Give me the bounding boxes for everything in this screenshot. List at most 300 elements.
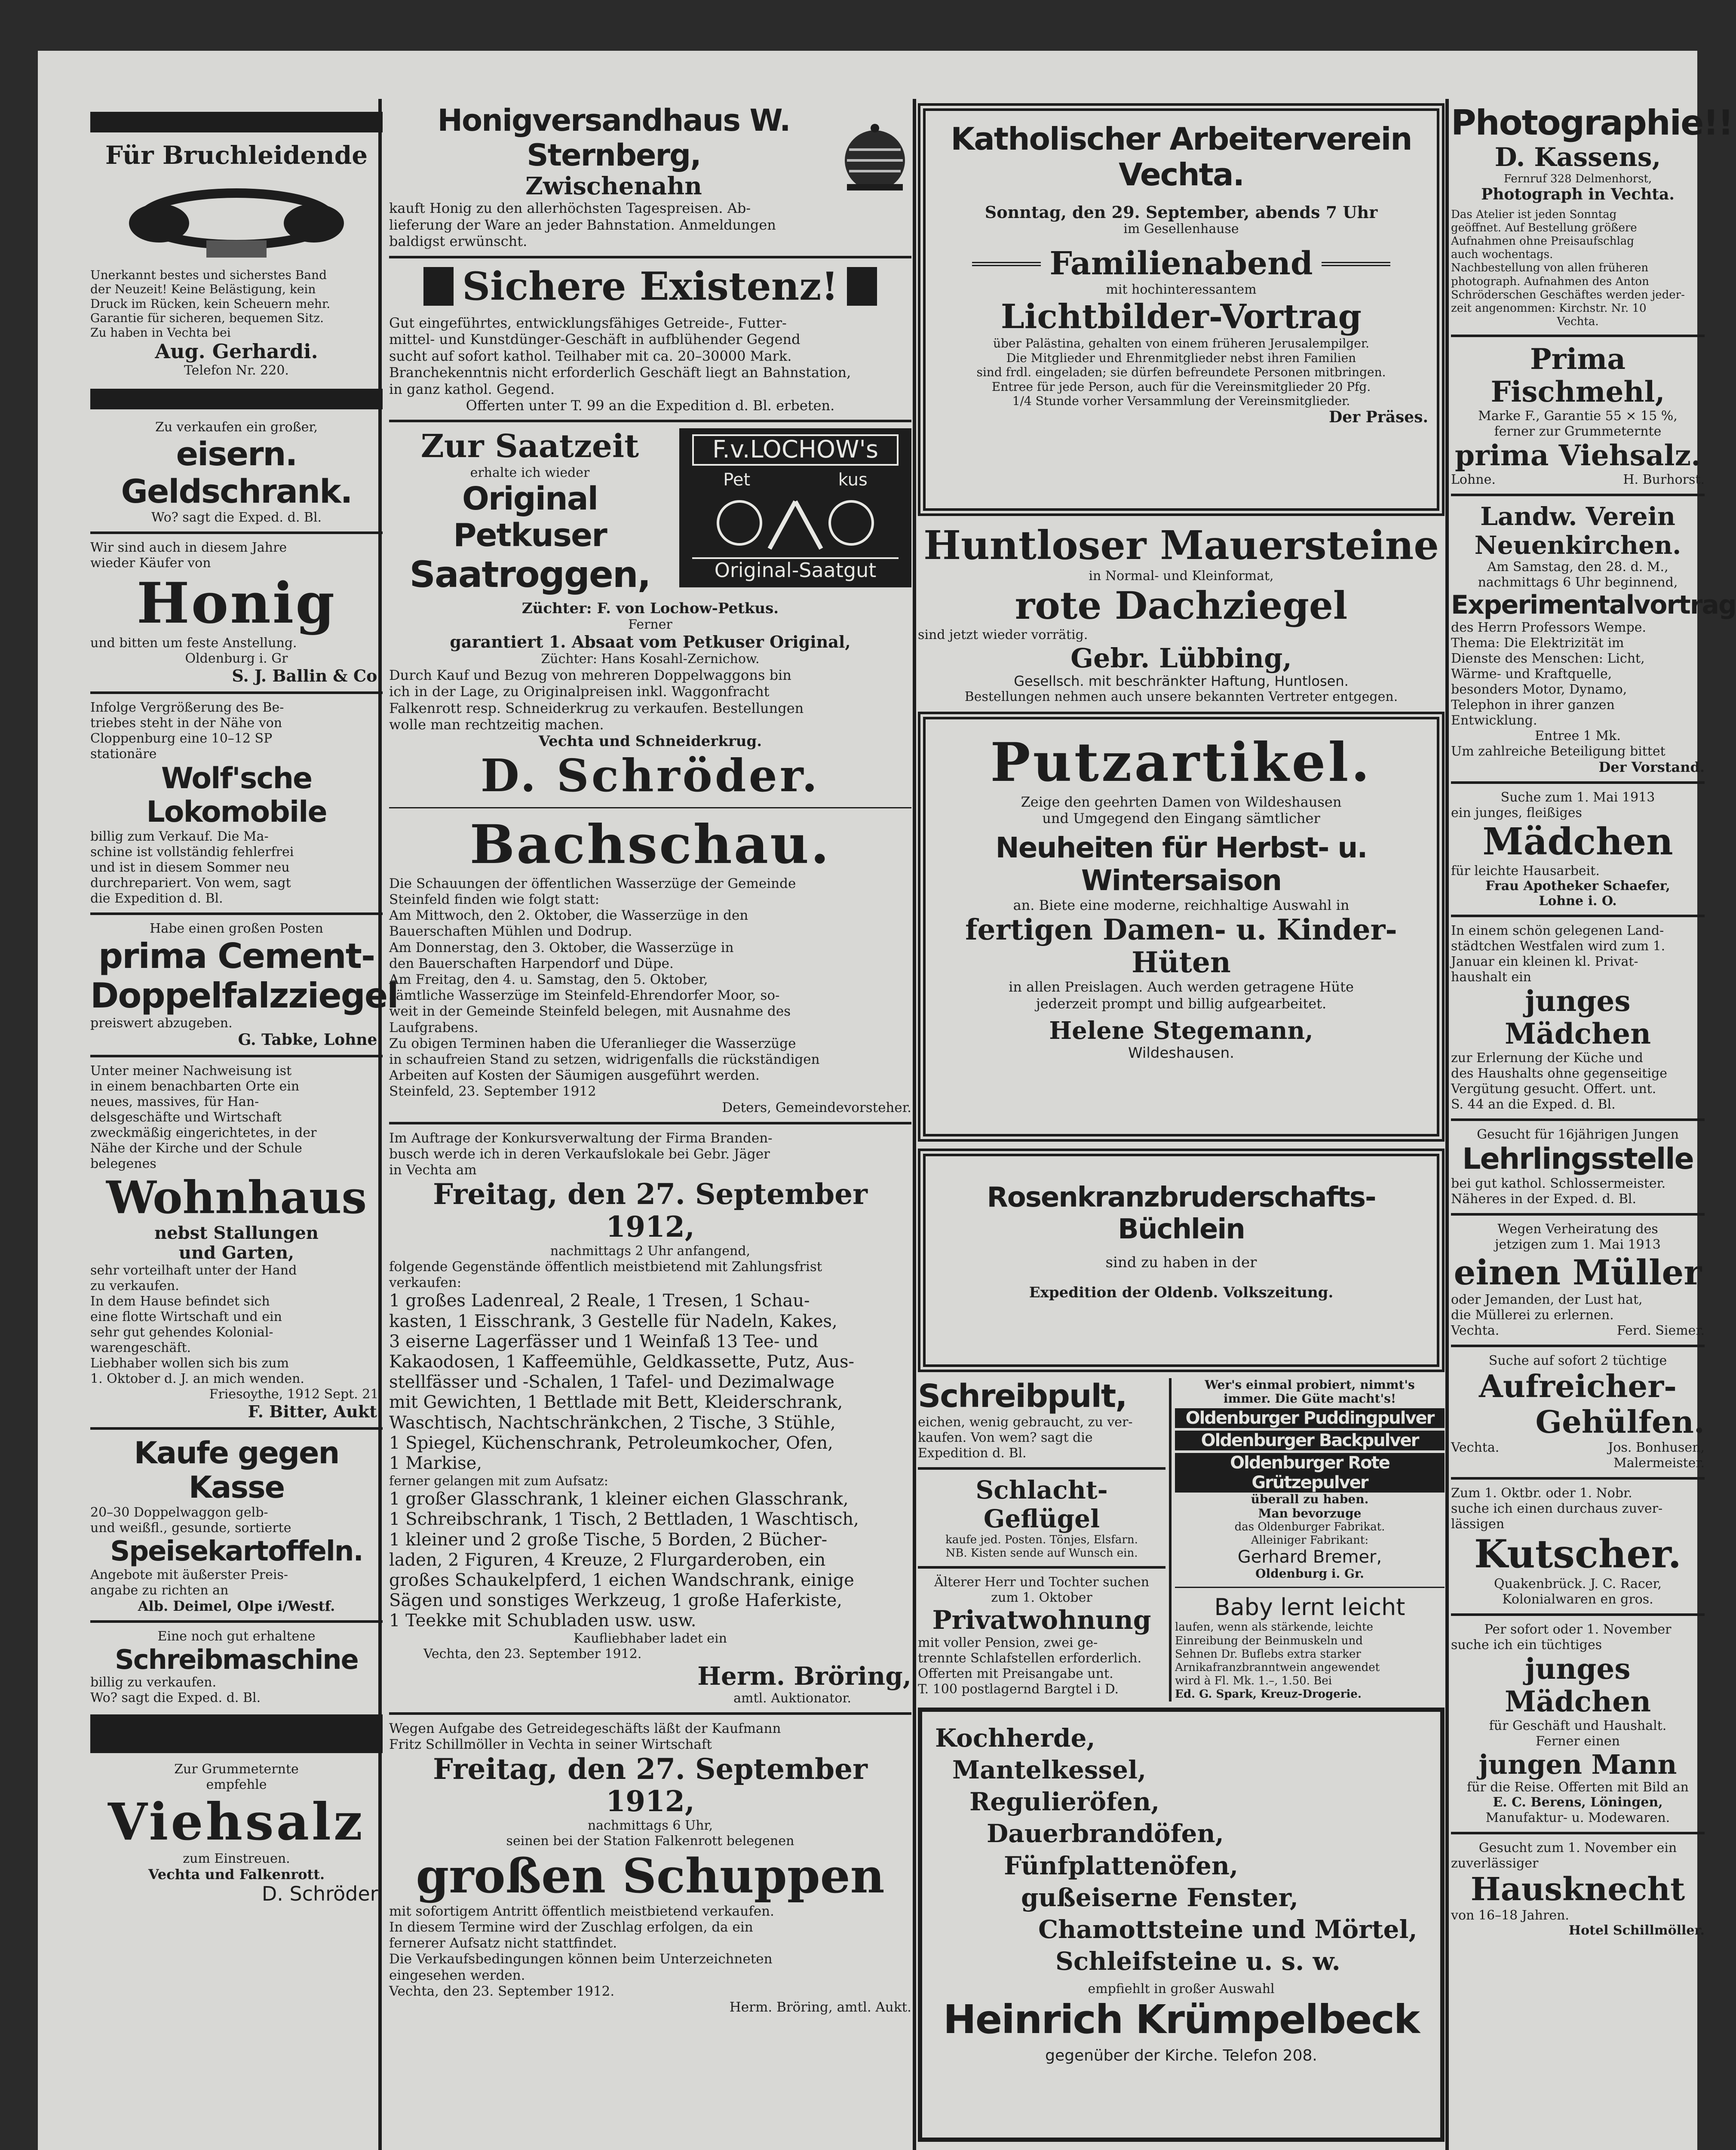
divider <box>1451 1832 1705 1834</box>
text-line: das Oldenburger Fabrikat. <box>1234 1520 1385 1533</box>
text-line: Habe einen großen Posten <box>150 921 323 936</box>
text-line: Malermeister. <box>1613 1455 1705 1471</box>
text-line: in Vechta am <box>389 1162 477 1178</box>
text-line: Zu verkaufen ein großer, <box>155 419 318 435</box>
text-line: Um zahlreiche Beteiligung bittet <box>1451 744 1665 759</box>
text-line: und bitten um feste Anstellung. <box>90 635 297 651</box>
ad-title: fertigen Damen- u. Kinder-Hüten <box>965 912 1397 979</box>
text-line: delsgeschäfte und Wirtschaft <box>90 1110 282 1125</box>
text-line: Arbeiten auf Kosten der Säumigen ausgeführt werden. <box>389 1068 760 1084</box>
text-line: Zeige den geehrten Damen von Wildeshausen <box>1021 793 1342 810</box>
product-name: Oldenburger Puddingpulver <box>1175 1408 1445 1428</box>
text-line: Liebhaber wollen sich bis zum <box>90 1355 289 1371</box>
text-line: Älterer Herr und Tochter suchen <box>934 1574 1150 1590</box>
ad-title: Prima Fischmehl, <box>1491 342 1665 409</box>
advertiser-name: D. Kassens, <box>1494 142 1661 172</box>
text-line: busch werde ich in deren Verkaufslokale bei Gebr. Jäger <box>389 1146 770 1162</box>
text-line: mit Gewichten, 1 Bettlade mit Bett, Kleiderschrank, <box>389 1392 843 1413</box>
ad-landw-verein <box>1451 501 1736 776</box>
text-line: für leichte Hausarbeit. <box>1451 863 1600 878</box>
text-line: Vechta, den 23. September 1912. <box>423 1646 642 1662</box>
text-line: überall zu haben. <box>1251 1492 1369 1507</box>
text-line: Offerten mit Preisangabe unt. <box>918 1666 1113 1681</box>
text-line: Suche zum 1. Mai 1913 <box>1500 790 1655 805</box>
divider <box>918 1467 1166 1470</box>
text-line: Laufgrabens. <box>389 1020 478 1035</box>
text-line: ein junges, fleißiges <box>1451 805 1582 821</box>
text-line: sehr vorteilhaft unter der Hand <box>90 1262 297 1278</box>
text-line: Cloppenburg eine 10–12 SP <box>90 731 273 746</box>
text-line: laden, 2 Figuren, 4 Kreuze, 2 Flurgarderoben, ein <box>389 1550 826 1570</box>
product-name: Mantelkessel, <box>952 1755 1147 1784</box>
text-line: eingesehen werden. <box>389 1967 525 1983</box>
text-line: empfehle <box>206 1777 267 1793</box>
text-line: zeit angenommen: Kirchstr. Nr. 10 <box>1451 301 1647 315</box>
ad-title: Baby lernt leicht <box>1214 1594 1405 1621</box>
advertiser-name: Hotel Schillmöller. <box>1568 1923 1705 1938</box>
ad-title: Bachschau. <box>469 814 831 876</box>
text-line: Man bevorzuge <box>1258 1506 1362 1520</box>
ad-title: junges Mädchen <box>1504 984 1651 1050</box>
text-line: Am Samstag, den 28. d. M., <box>1487 559 1669 575</box>
text-line: Sägen und sonstiges Werkzeug, 1 große Haferkiste, <box>389 1591 842 1611</box>
text-line: 1 großes Ladenreal, 2 Reale, 1 Tresen, 1 Schau- <box>389 1291 810 1311</box>
text-line: Marke F., Garantie 55 × 15 %, <box>1478 408 1678 424</box>
text-line: geöffnet. Auf Bestellung größere <box>1451 221 1637 234</box>
ad-photographie <box>1451 103 1733 329</box>
text-line: mit voller Pension, zwei ge- <box>918 1635 1098 1650</box>
divider <box>1451 335 1705 337</box>
text-line: an. Biete eine moderne, reichhaltige Auswahl in <box>1013 897 1350 914</box>
text-line: Vechta und Falkenrott. <box>148 1866 325 1883</box>
text-line: Wegen Aufgabe des Getreidegeschäfts läßt der Kaufmann <box>389 1721 781 1737</box>
text-line: Sonntag, den 29. September, abends 7 Uhr <box>985 202 1378 222</box>
ad-title: großen Schuppen <box>416 1848 885 1904</box>
ad-lehrlingsstelle <box>1451 1127 1705 1207</box>
text-line: Thema: Die Elektrizität im <box>1451 636 1624 651</box>
text-line: Näheres in der Exped. d. Bl. <box>1451 1191 1637 1207</box>
text-line: Steinfeld finden wie folgt statt: <box>389 892 600 908</box>
column-rule <box>913 99 916 2150</box>
product-name: Regulieröfen, <box>969 1787 1160 1817</box>
column-2 <box>389 103 911 2150</box>
ad-title: Huntloser Mauersteine <box>923 522 1439 568</box>
divider <box>1451 781 1705 784</box>
ad-title: Wohnhaus <box>106 1171 367 1224</box>
ad-schreibmaschine <box>90 1629 383 1706</box>
text-line: eichen, wenig gebraucht, zu ver- <box>918 1415 1133 1430</box>
divider <box>90 912 383 915</box>
text-line: In einem schön gelegenen Land- <box>1451 923 1664 938</box>
divider <box>1451 1118 1705 1121</box>
black-rule <box>90 1714 383 1753</box>
text-line: gegenüber der Kirche. Telefon 208. <box>1045 2047 1317 2065</box>
ad-kochherde <box>918 1708 1445 2142</box>
text-line: immer. Die Güte macht's! <box>1223 1391 1396 1406</box>
text-line: weit in der Gemeinde Steinfeld belegen, mit Ausnahme des <box>389 1004 791 1020</box>
text-line: Wo? sagt die Exped. d. Bl. <box>90 1690 261 1706</box>
advertiser-name: Aug. Gerhardi. <box>155 339 318 363</box>
text-line: sucht auf sofort kathol. Teilhaber mit ca. 20–30000 Mark. <box>389 347 792 364</box>
column-rule <box>1445 99 1449 2150</box>
ad-title: Kutscher. <box>1474 1531 1681 1577</box>
text-line: wolle man rechtzeitig machen. <box>389 716 604 733</box>
divider <box>90 1427 383 1430</box>
ad-schuppen <box>389 1721 911 2015</box>
product-name: Chamottsteine und Mörtel, <box>1038 1915 1417 1944</box>
text-line: Sehnen Dr. Buflebs extra starker <box>1175 1647 1361 1661</box>
divider <box>389 1122 911 1124</box>
text-line: Eine noch gut erhaltene <box>157 1628 316 1644</box>
text-line: Bauerschaften Mühlen und Dodrup. <box>389 924 632 940</box>
text-line: Wegen Verheiratung des <box>1497 1221 1658 1237</box>
text-line: Entree 1 Mk. <box>1535 728 1621 744</box>
text-line: Aufnahmen ohne Preisaufschlag <box>1451 234 1634 248</box>
ad-title: Schreibmaschine <box>115 1643 358 1675</box>
text-line: Januar ein kleinen kl. Privat- <box>1451 954 1638 969</box>
text-line: stationäre <box>90 746 157 762</box>
advertiser-name: S. J. Ballin & Co. <box>232 666 383 685</box>
black-rule <box>90 112 383 132</box>
text-line: sehr gut gehendes Kolonial- <box>90 1324 273 1340</box>
text-line: 1/4 Stunde vorher Versammlung der Vereinsmitglieder. <box>1012 394 1350 408</box>
text-line: durchrepariert. Von wem, sagt <box>90 875 291 891</box>
advertiser-name: F. Bitter, Aukt. <box>248 1401 383 1421</box>
black-rule <box>90 389 383 409</box>
ad-title: Doppelfalzziegel <box>90 975 398 1016</box>
ad-title: junges Mädchen <box>1504 1652 1651 1718</box>
text-line: ferner zur Grummeternte <box>1494 424 1662 439</box>
divider <box>1451 1213 1705 1216</box>
text-line: Am Freitag, den 4. u. Samstag, den 5. Oktober, <box>389 972 708 988</box>
advertiser-name: Herm. Bröring, <box>697 1662 911 1691</box>
ad-lokomobile <box>90 700 383 906</box>
ad-sichere-existenz <box>389 264 911 414</box>
advertiser-name: Gebr. Lübbing, <box>1070 642 1292 674</box>
ad-title: Schlacht-Geflügel <box>975 1475 1108 1533</box>
text-line: 1 kleiner und 2 große Tische, 5 Borden, 2 Bücher- <box>389 1530 828 1550</box>
text-line: Infolge Vergrößerung des Be- <box>90 700 284 715</box>
text-line: kauft Honig zu den allerhöchsten Tagespreisen. Ab- <box>389 200 751 217</box>
black-square <box>847 267 877 306</box>
divider <box>1175 1587 1445 1588</box>
text-line: Einreibung der Beinmuskeln und <box>1175 1634 1363 1647</box>
text-line: Falkenrott resp. Schneiderkrug zu verkaufen. Bestellungen <box>389 700 804 716</box>
ad-title: Photographie!! <box>1451 103 1733 143</box>
text-line: oder Jemanden, der Lust hat, <box>1451 1292 1643 1307</box>
text-line: Arnikafranzbranntwein angewendet <box>1175 1661 1380 1674</box>
text-line: Die Mitglieder und Ehrenmitglieder nebst ihren Familien <box>1006 350 1356 365</box>
text-line: über Palästina, gehalten von einem früheren Jerusalempilger. <box>993 336 1370 351</box>
text-line: zur Erlernung der Küche und <box>1451 1050 1643 1066</box>
text-line: die Müllerei zu erlernen. <box>1451 1307 1614 1323</box>
text-line: Per sofort oder 1. November <box>1484 1622 1672 1637</box>
text-line: Vechta, den 23. September 1912. <box>389 1983 615 1999</box>
ad-title: Sichere Existenz! <box>462 263 838 309</box>
text-line: 1 Teekke mit Schubladen usw. usw. <box>389 1611 696 1631</box>
text-line: Quakenbrück. J. C. Racer, <box>1494 1576 1662 1592</box>
advertiser-name: Gerhard Bremer, <box>1237 1547 1382 1567</box>
text-line: sind jetzt wieder vorrätig. <box>918 627 1088 642</box>
text-line: Wärme- und Kraftquelle, <box>1451 666 1612 682</box>
text-line: für die Reise. Offerten mit Bild an <box>1466 1780 1689 1795</box>
ad-maedchen-lohne <box>1451 790 1705 909</box>
text-line: eine flotte Wirtschaft und ein <box>90 1309 282 1324</box>
black-square <box>423 267 454 306</box>
text-line: Wo? sagt die Exped. d. Bl. <box>151 510 322 525</box>
ad-title: Experimentalvortrag <box>1451 590 1736 620</box>
text-line: Gesucht für 16jährigen Jungen <box>1477 1127 1679 1142</box>
divider <box>1451 1345 1705 1347</box>
ad-title: Neuheiten für Herbst- u. Wintersaison <box>995 831 1367 897</box>
text-line: Durch Kauf und Bezug von mehreren Doppelwaggons bin <box>389 667 791 684</box>
divider <box>389 256 911 258</box>
text-line: Steinfeld, 23. September 1912 <box>389 1084 596 1100</box>
text-line: sind zu haben in der <box>1105 1254 1257 1272</box>
divider <box>90 531 383 534</box>
rule <box>972 262 1041 266</box>
divider <box>90 1620 383 1623</box>
ad-title: Wolf'sche Lokomobile <box>146 761 327 829</box>
ad-title: einen Müller <box>1454 1252 1702 1293</box>
text-line: Fritz Schillmöller in Vechta in seiner Wirtschaft <box>389 1737 712 1753</box>
text-line: sämtliche Wasserzüge im Steinfeld-Ehrendorfer Moor, so- <box>389 988 780 1004</box>
text-line: mit sofortigem Antritt öffentlich meistbietend verkaufen. <box>389 1903 774 1919</box>
small-ads-left <box>918 1378 1172 1702</box>
ad-title: Für Bruchleidende <box>105 141 368 170</box>
ad-title: eisern. Geldschrank. <box>121 434 352 510</box>
advertiser-name: Helene Stegemann, <box>1049 1017 1313 1045</box>
advertiser-name: D. Schröder. <box>480 749 820 802</box>
product-name: Kochherde, <box>935 1723 1095 1753</box>
advertiser-name: Ferd. Siemer. <box>1616 1323 1705 1338</box>
text-line: in Normal- und Kleinformat, <box>1089 568 1274 584</box>
text-line: in einem benachbarten Orte ein <box>90 1079 300 1094</box>
text-line: Suche auf sofort 2 tüchtige <box>1488 1353 1667 1368</box>
ad-title: Katholischer Arbeiterverein Vechta. <box>951 121 1412 193</box>
divider <box>918 1566 1166 1569</box>
text-line: Photograph in Vechta. <box>1481 185 1675 204</box>
text-line: billig zum Verkauf. Die Ma- <box>90 829 269 844</box>
divider <box>389 1712 911 1715</box>
advertiser-name: H. Burhorst. <box>1623 472 1705 487</box>
text-line: Wir sind auch in diesem Jahre <box>90 540 287 556</box>
text-line: Bestellungen nehmen auch unsere bekannten Vertreter entgegen. <box>964 689 1398 705</box>
divider <box>389 807 911 808</box>
text-line: und weißfl., gesunde, sortierte <box>90 1520 291 1536</box>
text-line: der Neuzeit! Keine Belästigung, kein <box>90 282 316 297</box>
text-line: jetzigen zum 1. Mai 1913 <box>1495 1237 1661 1252</box>
text-line: 1 großer Glasschrank, 1 kleiner eichen Glasschrank, <box>389 1489 849 1509</box>
logo-text: Original-Saatgut <box>692 557 899 582</box>
seed-emblem-icon <box>679 493 911 553</box>
ad-puddingpulver <box>1175 1378 1445 1581</box>
ad-maedchen-loeningen <box>1451 1622 1705 1826</box>
text-line: trennte Schlafstellen erforderlich. <box>918 1650 1142 1666</box>
text-line: für Geschäft und Haushalt. <box>1489 1718 1667 1733</box>
divider <box>1451 915 1705 917</box>
text-line: lässigen <box>1451 1516 1505 1532</box>
ad-title: Mädchen <box>1482 820 1673 864</box>
logo-text: F.v.LOCHOW's <box>692 434 899 465</box>
ad-konkurs-auktion <box>389 1130 911 1706</box>
text-line: kaufen. Von wem? sagt die <box>918 1430 1093 1446</box>
ad-mueller <box>1451 1222 1705 1339</box>
ad-title: Putzartikel. <box>990 731 1372 794</box>
phone-number: Telefon Nr. 220. <box>184 362 289 378</box>
ad-title: Viehsalz <box>108 1792 365 1852</box>
column-3 <box>918 103 1445 2150</box>
ad-rosenkranz <box>918 1149 1445 1372</box>
text-line: und ist in diesem Sommer neu <box>90 860 290 875</box>
ad-schlachtgefluegel <box>918 1476 1166 1560</box>
beehive-icon <box>838 111 911 193</box>
ad-subtitle: Zwischenahn <box>525 172 702 200</box>
product-name: Oldenburger Rote Grützepulver <box>1175 1453 1445 1493</box>
text-line: Züchter: Hans Kosahl-Zernichow. <box>541 651 760 667</box>
text-line: Ferner <box>628 617 672 633</box>
text-line: und Umgegend den Eingang sämtlicher <box>1042 810 1320 827</box>
text-line: die Expedition d. Bl. <box>90 891 223 906</box>
text-line: Offerten unter T. 99 an die Expedition d. Bl. erbeten. <box>466 397 835 414</box>
divider <box>1451 1477 1705 1480</box>
text-line: 1 Schreibschrank, 1 Tisch, 2 Bettladen, 1 Waschtisch, <box>389 1509 859 1530</box>
text-line: nebst Stallungen <box>154 1222 319 1243</box>
ad-title: Honig <box>136 570 337 636</box>
text-line: baldigst erwünscht. <box>389 233 528 250</box>
text-line: T. 100 postlagernd Bargtel i D. <box>918 1681 1119 1697</box>
text-line: Telephon in ihrer ganzen <box>1451 697 1615 713</box>
ad-wohnhaus <box>90 1063 383 1421</box>
small-ads-row <box>918 1378 1445 1702</box>
text-line: Vechta. <box>1451 1323 1500 1338</box>
text-line: Ferner einen <box>1536 1733 1620 1749</box>
text-line: von 16–18 Jahren. <box>1451 1907 1569 1923</box>
ad-privatwohnung <box>918 1575 1166 1697</box>
text-line: stellfässer und -Schalen, 1 Tafel- und Dezimalwage <box>389 1372 834 1392</box>
text-line: mit hochinteressantem <box>1106 282 1257 298</box>
ad-honigversand <box>389 103 911 250</box>
text-line: Branchekenntnis nicht erforderlich Geschäft liegt an Bahnstation, <box>389 364 851 381</box>
ad-arbeiterverein <box>918 103 1445 516</box>
text-line: Angebote mit äußerster Preis- <box>90 1567 288 1583</box>
ad-title: Saatroggen, <box>409 553 650 596</box>
text-line: nachmittags 2 Uhr anfangend, <box>550 1244 751 1259</box>
text-line: Die Verkaufsbedingungen können beim Unterzeichneten <box>389 1951 773 1967</box>
product-name: gußeiserne Fenster, <box>1021 1883 1299 1912</box>
text-line: S. 44 an die Exped. d. Bl. <box>1451 1096 1616 1112</box>
text-line: Friesoythe, 1912 Sept. 21. <box>209 1386 383 1402</box>
text-line: seinen bei der Station Falkenrott belegenen <box>506 1834 794 1849</box>
ad-title: Kaufe gegen Kasse <box>134 1435 339 1505</box>
ad-title: Privatwohnung <box>932 1605 1151 1635</box>
ad-hausknecht <box>1451 1840 1705 1938</box>
text-line: suche ich einen durchaus zuver- <box>1451 1501 1663 1516</box>
text-line: Oldenburg i. Gr. <box>1255 1566 1364 1581</box>
text-line: kaufe jed. Posten. Tönjes, Elsfarn. <box>945 1533 1138 1546</box>
product-name: Fünfplattenöfen, <box>1004 1851 1239 1880</box>
small-ads-right <box>1175 1378 1445 1702</box>
divider <box>90 1055 383 1057</box>
text-line: jederzeit prompt und billig aufgearbeitet. <box>1036 995 1327 1012</box>
text-line: 3 eiserne Lagerfässer und 1 Weinfaß 13 Tee- und <box>389 1331 819 1351</box>
text-line: Vechta. <box>1557 315 1599 329</box>
text-line: Entree für jede Person, auch für die Vereinsmitglieder 20 Pfg. <box>991 379 1371 394</box>
ad-title: Neuenkirchen. <box>1474 530 1681 560</box>
text-line: Das Atelier ist jeden Sonntag <box>1451 208 1617 221</box>
text-line: den Bauerschaften Harpendorf und Düpe. <box>389 955 674 971</box>
product-name: Schleifsteine u. s. w. <box>1055 1947 1340 1976</box>
text-line: garantiert 1. Absaat vom Petkuser Original, <box>450 632 851 652</box>
text-line: Gesucht zum 1. November ein <box>1478 1840 1677 1855</box>
ad-fischmehl <box>1451 343 1705 488</box>
lochow-logo <box>679 428 911 587</box>
ad-putzartikel <box>918 712 1445 1142</box>
text-line: des Herrn Professors Wempe. <box>1451 620 1646 636</box>
text-line: Expedition der Oldenb. Volkszeitung. <box>1029 1284 1334 1302</box>
text-line: im Gesellenhause <box>1123 221 1239 237</box>
ad-title: Gehülfen. <box>1535 1403 1705 1440</box>
logo-text: Pet <box>723 470 751 490</box>
text-line: nachmittags 6 Uhr, <box>587 1818 713 1834</box>
text-line: E. C. Berens, Löningen, <box>1493 1795 1663 1810</box>
text-line: nachmittags 6 Uhr beginnend, <box>1478 575 1678 590</box>
advertiser-name: D. Schröder. <box>261 1882 383 1905</box>
ad-maedchen-westfalen <box>1451 923 1705 1112</box>
text-line: Nachbestellung von allen früheren <box>1451 261 1649 275</box>
logo-text: kus <box>838 470 868 490</box>
text-line: Unter meiner Nachweisung ist <box>90 1063 292 1079</box>
auction-date: Freitag, den 27. September 1912, <box>433 1752 868 1818</box>
text-line: Vechta und Schneiderkrug. <box>538 732 762 750</box>
ad-title: Schreibpult, <box>918 1378 1127 1415</box>
ad-honig-ballin <box>90 540 383 685</box>
text-line: Oldenburg i. Gr <box>185 651 288 666</box>
truss-illustration <box>120 176 353 262</box>
text-line: Zum 1. Oktbr. oder 1. Nobr. <box>1451 1485 1632 1501</box>
ad-kutscher <box>1451 1486 1705 1608</box>
text-line: Zu obigen Terminen haben die Uferanlieger die Wasserzüge <box>389 1035 796 1051</box>
auction-date: Freitag, den 27. September 1912, <box>433 1177 868 1244</box>
text-line: zum Einstreuen. <box>183 1851 290 1866</box>
text-line: Garantie für sicheren, bequemen Sitz. <box>90 311 324 326</box>
text-line: Züchter: F. von Lochow-Petkus. <box>521 600 779 617</box>
text-line: Wer's einmal probiert, nimmt's <box>1205 1378 1415 1392</box>
text-line: Nähe der Kirche und der Schule <box>90 1141 302 1156</box>
product-name: Oldenburger Backpulver <box>1175 1431 1445 1450</box>
advertiser-name: Jos. Bonhusen, <box>1608 1440 1705 1455</box>
text-line: Fernruf 328 Delmenhorst, <box>1503 172 1652 185</box>
ad-baby-arnika <box>1175 1594 1445 1701</box>
text-line: Frau Apotheker Schaefer, <box>1485 878 1670 894</box>
text-line: mittel- und Kunstdünger-Geschäft in aufblühender Gegend <box>389 331 801 348</box>
text-line: fernerer Aufsatz nicht stattfindet. <box>389 1935 617 1951</box>
text-line: wieder Käufer von <box>90 556 211 571</box>
advertiser-name: G. Tabke, Lohne. <box>238 1030 383 1049</box>
text-line: Vechta. <box>1451 1440 1500 1455</box>
text-line: Lohne. <box>1451 472 1496 487</box>
text-line: photograph. Aufnahmen des Anton <box>1451 275 1649 288</box>
ad-mauersteine <box>918 523 1445 705</box>
text-line: ferner gelangen mit zum Aufsatz: <box>389 1474 608 1489</box>
text-line: suche ich ein tüchtiges <box>1451 1637 1602 1653</box>
text-line: 1 Markise, <box>389 1453 482 1473</box>
text-line: empfiehlt in großer Auswahl <box>1088 1981 1275 1997</box>
ad-aufreicher <box>1451 1353 1705 1471</box>
ad-title: Speisekartoffeln. <box>110 1535 363 1567</box>
text-line: besonders Motor, Dynamo, <box>1451 682 1627 697</box>
text-line: 1 Spiegel, Küchenschrank, Petroleumkocher, Ofen, <box>389 1433 833 1453</box>
